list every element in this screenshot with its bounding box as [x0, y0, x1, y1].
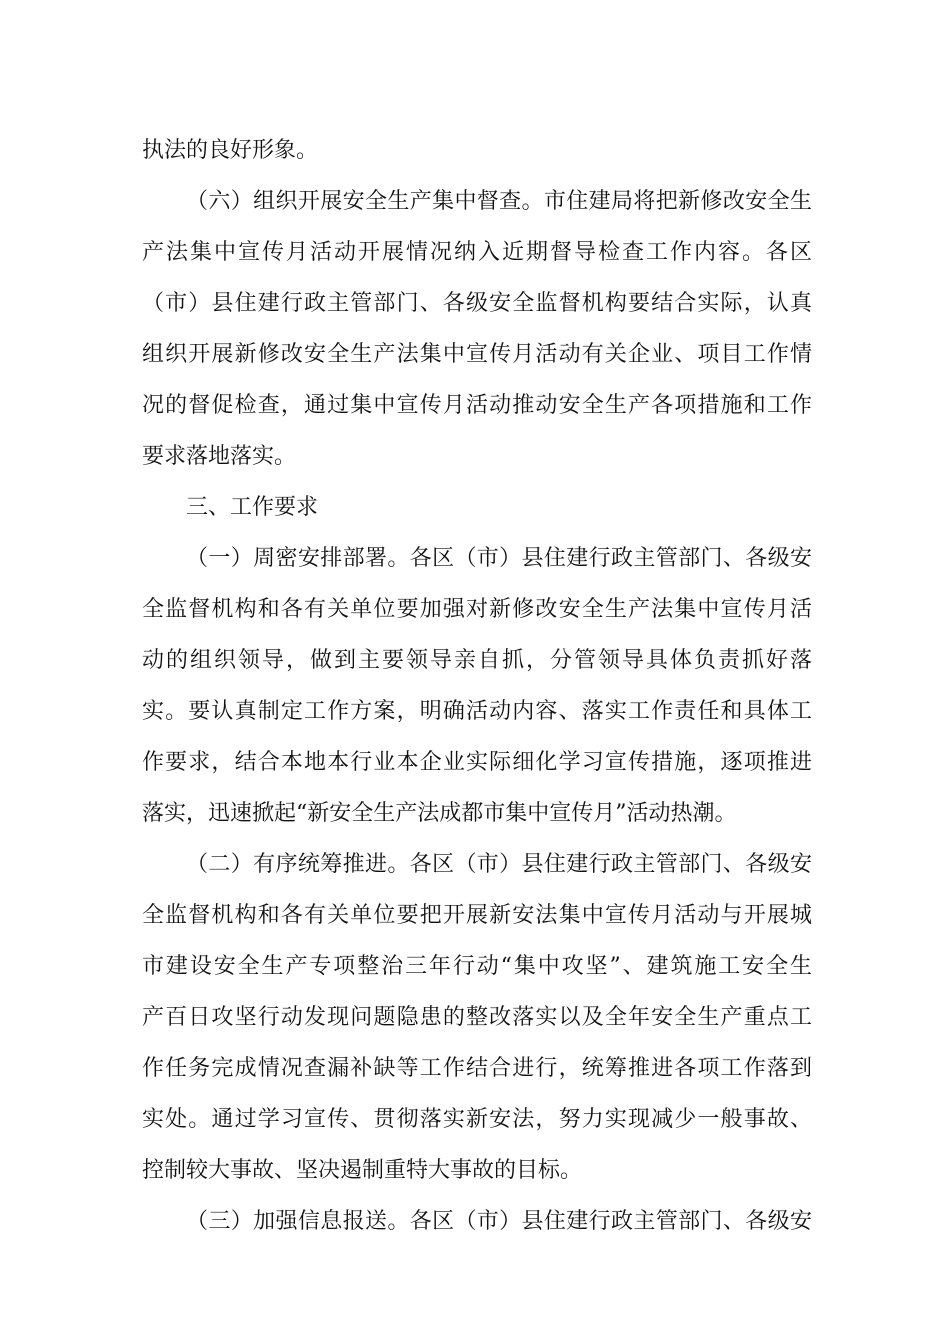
paragraph-line: （二）有序统筹推进。各区（市）县住建行政主管部门、各级安 — [186, 852, 812, 877]
paragraph-line: 产法集中宣传月活动开展情况纳入近期督导检查工作内容。各区 — [142, 240, 812, 265]
paragraph-line: 落实，迅速掀起“新安全生产法成都市集中宣传月”活动热潮。 — [142, 801, 737, 826]
paragraph-line: 组织开展新修改安全生产法集中宣传月活动有关企业、项目工作情 — [142, 342, 812, 367]
paragraph-line: 全监督机构和各有关单位要加强对新修改安全生产法集中宣传月活 — [142, 597, 812, 622]
paragraph-line: 产百日攻坚行动发现问题隐患的整改落实以及全年安全生产重点工 — [142, 1005, 812, 1030]
paragraph-line: 实。要认真制定工作方案，明确活动内容、落实工作责任和具体工 — [142, 699, 812, 724]
paragraph-line: （六）组织开展安全生产集中督查。市住建局将把新修改安全生 — [186, 189, 812, 214]
paragraph-line: （市）县住建行政主管部门、各级安全监督机构要结合实际，认真 — [142, 291, 812, 316]
paragraph-line: 要求落地落实。 — [142, 444, 297, 469]
paragraph-line: （一）周密安排部署。各区（市）县住建行政主管部门、各级安 — [186, 546, 812, 571]
paragraph-line: 控制较大事故、坚决遏制重特大事故的目标。 — [142, 1158, 583, 1183]
paragraph-line: 全监督机构和各有关单位要把开展新安法集中宣传月活动与开展城 — [142, 903, 812, 928]
paragraph-line: 动的组织领导，做到主要领导亲自抓，分管领导具体负责抓好落 — [142, 648, 812, 673]
paragraph-line: 市建设安全生产专项整治三年行动“集中攻坚”、建筑施工安全生 — [142, 954, 812, 979]
paragraph-line: （三）加强信息报送。各区（市）县住建行政主管部门、各级安 — [186, 1209, 812, 1234]
paragraph-line: 况的督促检查，通过集中宣传月活动推动安全生产各项措施和工作 — [142, 393, 812, 418]
paragraph-line: 执法的良好形象。 — [142, 138, 319, 163]
paragraph-line: 实处。通过学习宣传、贯彻落实新安法，努力实现减少一般事故、 — [142, 1107, 812, 1132]
section-heading: 三、工作要求 — [186, 495, 319, 520]
paragraph-line: 作要求，结合本地本行业本企业实际细化学习宣传措施，逐项推进 — [142, 750, 812, 775]
paragraph-line: 作任务完成情况查漏补缺等工作结合进行，统筹推进各项工作落到 — [142, 1056, 812, 1081]
